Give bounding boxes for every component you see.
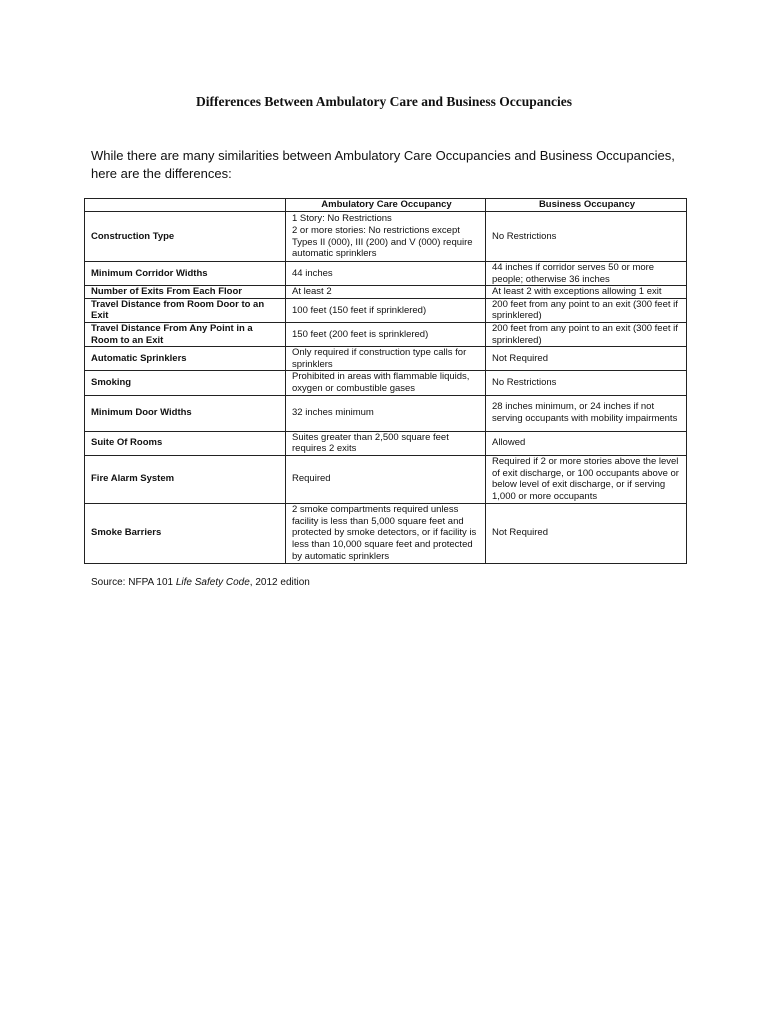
table-header-row — [85, 199, 687, 212]
table-row — [85, 455, 687, 503]
business-cell: Required if 2 or more stories above the level of exit discharge, or 100 occupants above or below level of exit discharge, or if serving 1,000 or more occupants — [486, 455, 687, 503]
source-suffix: , 2012 edition — [249, 577, 310, 588]
business-cell: 200 feet from any point to an exit (300 feet if sprinklered) — [486, 322, 687, 346]
source-title: Life Safety Code — [175, 577, 250, 588]
row-label: Travel Distance from Room Door to an Exit — [85, 298, 286, 322]
business-cell: No Restrictions — [486, 371, 687, 395]
table-row — [85, 286, 687, 299]
table-row — [85, 322, 687, 346]
business-cell: No Restrictions — [486, 212, 687, 262]
ambulatory-care-cell: Only required if construction type calls for sprinklers — [286, 347, 486, 371]
header-business: Business Occupancy — [486, 199, 687, 212]
table-row — [85, 395, 687, 431]
source-prefix: Source: NFPA 101 — [91, 577, 176, 588]
table-row — [85, 503, 687, 563]
row-label: Minimum Door Widths — [85, 395, 286, 431]
ambulatory-care-cell: At least 2 — [286, 286, 486, 299]
ambulatory-care-cell: 150 feet (200 feet is sprinklered) — [286, 322, 486, 346]
ambulatory-care-cell: 100 feet (150 feet if sprinklered) — [286, 298, 486, 322]
table-row — [85, 298, 687, 322]
business-cell: 44 inches if corridor serves 50 or more people; otherwise 36 inches — [486, 262, 687, 286]
row-label: Number of Exits From Each Floor — [85, 286, 286, 299]
intro-line-2: here are the differences: — [91, 166, 232, 181]
row-label: Fire Alarm System — [85, 455, 286, 503]
row-label: Automatic Sprinklers — [85, 347, 286, 371]
ambulatory-care-cell: Prohibited in areas with flammable liquids, oxygen or combustible gases — [286, 371, 486, 395]
table-body — [85, 212, 687, 564]
row-label: Suite Of Rooms — [85, 431, 286, 455]
table-row — [85, 212, 687, 262]
business-cell: At least 2 with exceptions allowing 1 exit — [486, 286, 687, 299]
row-label: Smoking — [85, 371, 286, 395]
ambulatory-care-cell: Required — [286, 455, 486, 503]
ambulatory-care-cell: 2 smoke compartments required unless facility is less than 5,000 square feet and protected by smoke detectors, or if facility is less than 10,000 square feet and protected by automatic sprinklers — [286, 503, 486, 563]
table-row — [85, 431, 687, 455]
business-cell: Not Required — [486, 503, 687, 563]
document-title: Differences Between Ambulatory Care and Business Occupancies — [196, 94, 572, 109]
table-row — [85, 371, 687, 395]
business-cell: Not Required — [486, 347, 687, 371]
row-label: Construction Type — [85, 212, 286, 262]
intro-paragraph — [91, 147, 691, 183]
table-row — [85, 262, 687, 286]
ambulatory-care-cell: 32 inches minimum — [286, 395, 486, 431]
row-label: Smoke Barriers — [85, 503, 286, 563]
comparison-table — [84, 198, 687, 564]
row-label: Travel Distance From Any Point in a Room to an Exit — [85, 322, 286, 346]
business-cell: Allowed — [486, 431, 687, 455]
ambulatory-care-cell: 1 Story: No Restrictions 2 or more stories: No restrictions except Types II (000), III (200) and V (000) require automatic sprinklers — [286, 212, 486, 262]
ambulatory-care-cell: 44 inches — [286, 262, 486, 286]
row-label: Minimum Corridor Widths — [85, 262, 286, 286]
intro-line-1: While there are many similarities between Ambulatory Care Occupancies and Business Occupancies, — [91, 148, 675, 163]
source-citation — [91, 577, 310, 588]
business-cell: 200 feet from any point to an exit (300 feet if sprinklered) — [486, 298, 687, 322]
header-ambulatory-care: Ambulatory Care Occupancy — [286, 199, 486, 212]
header-blank — [85, 199, 286, 212]
table-row — [85, 347, 687, 371]
business-cell: 28 inches minimum, or 24 inches if not serving occupants with mobility impairments — [486, 395, 687, 431]
ambulatory-care-cell: Suites greater than 2,500 square feet requires 2 exits — [286, 431, 486, 455]
